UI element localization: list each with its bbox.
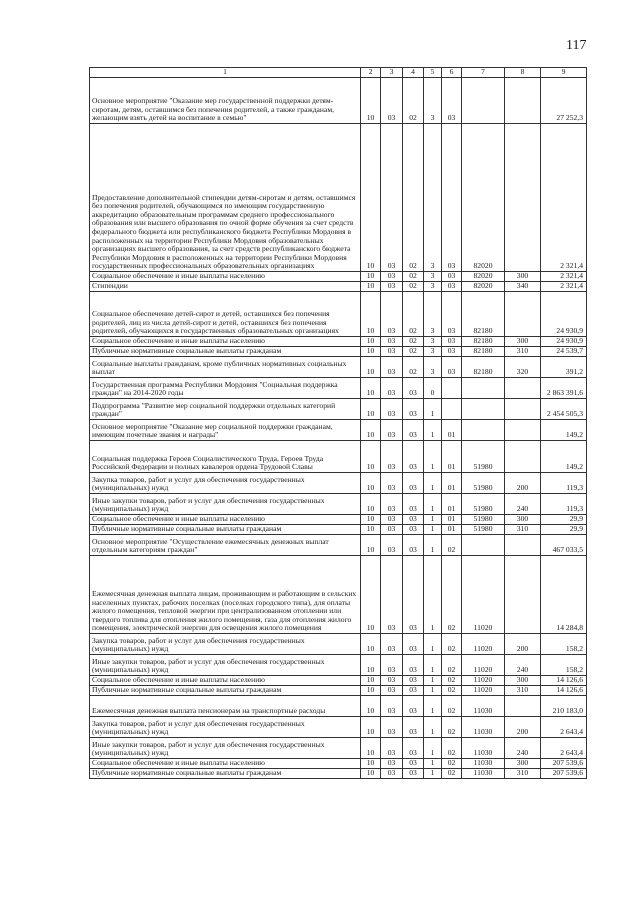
direction-code-cell <box>462 399 505 420</box>
table-row <box>90 525 587 535</box>
row-name-cell: Публичные нормативные социальные выплаты гражданам <box>90 525 361 535</box>
subprogram-code-cell: 1 <box>424 420 442 441</box>
amount-cell: 2 643,4 <box>541 717 587 738</box>
row-name-cell: Публичные нормативные социальные выплаты гражданам <box>90 769 361 779</box>
program-code-cell: 02 <box>403 272 424 282</box>
measure-code-cell <box>442 399 462 420</box>
measure-code-cell: 03 <box>442 282 462 292</box>
direction-code-cell: 82180 <box>462 337 505 347</box>
expense-type-cell: 300 <box>505 337 541 347</box>
measure-code-cell: 02 <box>442 738 462 759</box>
amount-cell: 24 539,7 <box>541 347 587 357</box>
section-code-cell: 10 <box>361 686 381 696</box>
program-code-cell: 03 <box>403 738 424 759</box>
section-code-cell: 10 <box>361 473 381 494</box>
amount-cell: 24 930,9 <box>541 337 587 347</box>
subsection-code-cell: 03 <box>381 441 403 473</box>
table-row <box>90 717 587 738</box>
expense-type-cell <box>505 441 541 473</box>
subsection-code-cell: 03 <box>381 378 403 399</box>
direction-code-cell: 82020 <box>462 282 505 292</box>
subsection-code-cell: 03 <box>381 759 403 769</box>
subprogram-code-cell: 1 <box>424 759 442 769</box>
program-code-cell: 03 <box>403 676 424 686</box>
expense-type-cell: 200 <box>505 717 541 738</box>
measure-code-cell: 03 <box>442 337 462 347</box>
section-code-cell: 10 <box>361 420 381 441</box>
subprogram-code-cell: 1 <box>424 769 442 779</box>
direction-code-cell: 82180 <box>462 357 505 378</box>
subprogram-code-cell: 3 <box>424 292 442 337</box>
program-code-cell: 03 <box>403 717 424 738</box>
subprogram-code-cell: 3 <box>424 347 442 357</box>
direction-code-cell: 11030 <box>462 769 505 779</box>
subprogram-code-cell: 1 <box>424 717 442 738</box>
program-code-cell: 03 <box>403 473 424 494</box>
expense-type-cell: 240 <box>505 655 541 676</box>
section-code-cell: 10 <box>361 357 381 378</box>
column-header: 6 <box>442 68 462 78</box>
subprogram-code-cell: 1 <box>424 738 442 759</box>
amount-cell: 2 321,4 <box>541 272 587 282</box>
subsection-code-cell: 03 <box>381 515 403 525</box>
amount-cell: 2 643,4 <box>541 738 587 759</box>
expense-type-cell <box>505 556 541 634</box>
column-header: 4 <box>403 68 424 78</box>
section-code-cell: 10 <box>361 347 381 357</box>
direction-code-cell <box>462 535 505 556</box>
amount-cell: 24 930,9 <box>541 292 587 337</box>
subsection-code-cell: 03 <box>381 420 403 441</box>
expense-type-cell: 320 <box>505 357 541 378</box>
row-name-cell: Подпрограмма "Развитие мер социальной поддержки отдельных категорий граждан" <box>90 399 361 420</box>
row-name-cell: Закупка товаров, работ и услуг для обеспечения государственных (муниципальных) нужд <box>90 473 361 494</box>
subprogram-code-cell: 1 <box>424 655 442 676</box>
row-name-cell: Ежемесячная денежная выплата пенсионерам на транспортные расходы <box>90 696 361 717</box>
expense-type-cell: 300 <box>505 676 541 686</box>
page-number: 117 <box>566 38 587 53</box>
row-name-cell: Стипендии <box>90 282 361 292</box>
measure-code-cell: 03 <box>442 124 462 272</box>
table-row <box>90 556 587 634</box>
row-name-cell: Государственная программа Республики Мордовия "Социальная поддержка граждан" на 2014-2020 годы <box>90 378 361 399</box>
row-name-cell: Закупка товаров, работ и услуг для обеспечения государственных (муниципальных) нужд <box>90 717 361 738</box>
direction-code-cell <box>462 78 505 124</box>
table-row <box>90 282 587 292</box>
table-row <box>90 535 587 556</box>
row-name-cell: Ежемесячная денежная выплата лицам, проживающим и работающим в сельских населенных пунктах, рабочих поселках (поселках городского типа), для оплаты жилого помещения, тепловой энергии при централизованном отоплении или твердого топлива для отопления жилого помещения, газа для отопления жилого помещения, электрической энергии для освещения жилого помещения <box>90 556 361 634</box>
program-code-cell: 03 <box>403 759 424 769</box>
table-row <box>90 696 587 717</box>
subprogram-code-cell: 3 <box>424 357 442 378</box>
subprogram-code-cell: 1 <box>424 473 442 494</box>
amount-cell: 158,2 <box>541 655 587 676</box>
program-code-cell: 03 <box>403 535 424 556</box>
row-name-cell: Основное мероприятие "Оказание мер государственной поддержки детям-сиротам, детям, оставшимся без попечения родителей, а также гражданам, желающим взять детей на воспитание в семью" <box>90 78 361 124</box>
section-code-cell: 10 <box>361 272 381 282</box>
amount-cell: 14 126,6 <box>541 676 587 686</box>
program-code-cell: 03 <box>403 525 424 535</box>
measure-code-cell: 02 <box>442 717 462 738</box>
direction-code-cell: 51980 <box>462 441 505 473</box>
section-code-cell: 10 <box>361 676 381 686</box>
column-header: 7 <box>462 68 505 78</box>
row-name-cell: Иные закупки товаров, работ и услуг для обеспечения государственных (муниципальных) нужд <box>90 655 361 676</box>
measure-code-cell: 02 <box>442 769 462 779</box>
row-name-cell: Социальное обеспечение и иные выплаты населению <box>90 676 361 686</box>
row-name-cell: Социальная поддержка Героев Социалистического Труда, Героев Труда Российской Федерации и полных кавалеров ордена Трудовой Славы <box>90 441 361 473</box>
program-code-cell: 03 <box>403 515 424 525</box>
row-name-cell: Основное мероприятие "Оказание мер социальной поддержки гражданам, имеющим почетные звания и награды" <box>90 420 361 441</box>
measure-code-cell: 02 <box>442 655 462 676</box>
amount-cell: 27 252,3 <box>541 78 587 124</box>
table-row <box>90 420 587 441</box>
subsection-code-cell: 03 <box>381 717 403 738</box>
subprogram-code-cell: 3 <box>424 78 442 124</box>
row-name-cell: Социальные выплаты гражданам, кроме публичных нормативных социальных выплат <box>90 357 361 378</box>
direction-code-cell: 11020 <box>462 655 505 676</box>
expense-type-cell: 200 <box>505 634 541 655</box>
subsection-code-cell: 03 <box>381 738 403 759</box>
amount-cell: 14 284,8 <box>541 556 587 634</box>
subsection-code-cell: 03 <box>381 272 403 282</box>
expense-type-cell: 300 <box>505 759 541 769</box>
table-row <box>90 124 587 272</box>
measure-code-cell: 03 <box>442 78 462 124</box>
measure-code-cell: 01 <box>442 473 462 494</box>
table-row <box>90 357 587 378</box>
expense-type-cell: 340 <box>505 282 541 292</box>
direction-code-cell: 11030 <box>462 738 505 759</box>
subsection-code-cell: 03 <box>381 347 403 357</box>
subsection-code-cell: 03 <box>381 292 403 337</box>
measure-code-cell: 01 <box>442 494 462 515</box>
program-code-cell: 02 <box>403 124 424 272</box>
amount-cell: 207 539,6 <box>541 759 587 769</box>
row-name-cell: Иные закупки товаров, работ и услуг для обеспечения государственных (муниципальных) нужд <box>90 494 361 515</box>
table-row <box>90 769 587 779</box>
table-row <box>90 494 587 515</box>
row-name-cell: Социальное обеспечение и иные выплаты населению <box>90 272 361 282</box>
subprogram-code-cell: 1 <box>424 686 442 696</box>
subsection-code-cell: 03 <box>381 634 403 655</box>
amount-cell: 29,9 <box>541 515 587 525</box>
amount-cell: 119,3 <box>541 473 587 494</box>
program-code-cell: 03 <box>403 634 424 655</box>
expense-type-cell <box>505 696 541 717</box>
table-row <box>90 634 587 655</box>
program-code-cell: 03 <box>403 494 424 515</box>
row-name-cell: Иные закупки товаров, работ и услуг для обеспечения государственных (муниципальных) нужд <box>90 738 361 759</box>
direction-code-cell: 82020 <box>462 124 505 272</box>
direction-code-cell: 51980 <box>462 515 505 525</box>
section-code-cell: 10 <box>361 696 381 717</box>
program-code-cell: 02 <box>403 337 424 347</box>
expense-type-cell: 310 <box>505 686 541 696</box>
row-name-cell: Публичные нормативные социальные выплаты гражданам <box>90 686 361 696</box>
program-code-cell: 03 <box>403 556 424 634</box>
subprogram-code-cell: 1 <box>424 525 442 535</box>
direction-code-cell: 11030 <box>462 696 505 717</box>
subsection-code-cell: 03 <box>381 556 403 634</box>
subprogram-code-cell: 1 <box>424 441 442 473</box>
expense-type-cell <box>505 378 541 399</box>
subsection-code-cell: 03 <box>381 282 403 292</box>
row-name-cell: Социальное обеспечение детей-сирот и детей, оставшихся без попечения родителей, лиц из числа детей-сирот и детей, оставшихся без попечения родителей, обучающихся в государственных образовательных организациях <box>90 292 361 337</box>
expense-type-cell: 310 <box>505 525 541 535</box>
subsection-code-cell: 03 <box>381 78 403 124</box>
program-code-cell: 03 <box>403 655 424 676</box>
amount-cell: 29,9 <box>541 525 587 535</box>
expense-type-cell <box>505 78 541 124</box>
subsection-code-cell: 03 <box>381 399 403 420</box>
section-code-cell: 10 <box>361 769 381 779</box>
measure-code-cell <box>442 378 462 399</box>
direction-code-cell: 82020 <box>462 272 505 282</box>
expense-type-cell: 300 <box>505 515 541 525</box>
subprogram-code-cell: 1 <box>424 535 442 556</box>
section-code-cell: 10 <box>361 738 381 759</box>
direction-code-cell: 11020 <box>462 686 505 696</box>
expense-type-cell: 300 <box>505 272 541 282</box>
column-header: 1 <box>90 68 361 78</box>
section-code-cell: 10 <box>361 655 381 676</box>
section-code-cell: 10 <box>361 515 381 525</box>
direction-code-cell: 82180 <box>462 347 505 357</box>
subsection-code-cell: 03 <box>381 337 403 347</box>
expense-type-cell <box>505 292 541 337</box>
direction-code-cell: 51980 <box>462 525 505 535</box>
table-row <box>90 399 587 420</box>
subsection-code-cell: 03 <box>381 686 403 696</box>
amount-cell: 391,2 <box>541 357 587 378</box>
direction-code-cell: 11030 <box>462 717 505 738</box>
measure-code-cell: 02 <box>442 535 462 556</box>
table-row <box>90 738 587 759</box>
amount-cell: 158,2 <box>541 634 587 655</box>
amount-cell: 2 321,4 <box>541 282 587 292</box>
measure-code-cell: 02 <box>442 686 462 696</box>
section-code-cell: 10 <box>361 441 381 473</box>
subsection-code-cell: 03 <box>381 769 403 779</box>
table-row <box>90 759 587 769</box>
row-name-cell: Предоставление дополнительной стипендии детям-сиротам и детям, оставшимся без попечения родителей, обучающимся по имеющим государственную аккредитацию образовательным программам среднего профессионального образования или высшего образования по очной форме обучения за счет средств федерального бюджета или республиканского бюджета Республики Мордовия в расположенных на территории Республики Мордовия образовательных организациях высшего образования, за счет средств республиканского бюджета Республики Мордовия в расположенных на территории Республики Мордовия государственных профессиональных образовательных организациях <box>90 124 361 272</box>
measure-code-cell: 01 <box>442 515 462 525</box>
row-name-cell: Социальное обеспечение и иные выплаты населению <box>90 759 361 769</box>
expense-type-cell: 310 <box>505 769 541 779</box>
program-code-cell: 03 <box>403 441 424 473</box>
program-code-cell: 02 <box>403 292 424 337</box>
table-row <box>90 378 587 399</box>
section-code-cell: 10 <box>361 759 381 769</box>
table-row <box>90 441 587 473</box>
subprogram-code-cell: 0 <box>424 378 442 399</box>
subsection-code-cell: 03 <box>381 357 403 378</box>
row-name-cell: Закупка товаров, работ и услуг для обеспечения государственных (муниципальных) нужд <box>90 634 361 655</box>
table-row <box>90 515 587 525</box>
table-row <box>90 78 587 124</box>
subprogram-code-cell: 1 <box>424 634 442 655</box>
amount-cell: 467 033,5 <box>541 535 587 556</box>
subprogram-code-cell: 3 <box>424 337 442 347</box>
table-row <box>90 473 587 494</box>
expense-type-cell: 200 <box>505 473 541 494</box>
measure-code-cell: 02 <box>442 696 462 717</box>
table-row <box>90 337 587 347</box>
table-row <box>90 347 587 357</box>
direction-code-cell: 11020 <box>462 634 505 655</box>
direction-code-cell: 51980 <box>462 473 505 494</box>
program-code-cell: 02 <box>403 347 424 357</box>
amount-cell: 119,3 <box>541 494 587 515</box>
measure-code-cell: 01 <box>442 525 462 535</box>
program-code-cell: 02 <box>403 282 424 292</box>
amount-cell: 2 454 505,3 <box>541 399 587 420</box>
measure-code-cell: 03 <box>442 357 462 378</box>
section-code-cell: 10 <box>361 282 381 292</box>
section-code-cell: 10 <box>361 634 381 655</box>
section-code-cell: 10 <box>361 399 381 420</box>
expense-type-cell <box>505 535 541 556</box>
amount-cell: 2 863 391,6 <box>541 378 587 399</box>
subsection-code-cell: 03 <box>381 696 403 717</box>
subsection-code-cell: 03 <box>381 124 403 272</box>
direction-code-cell <box>462 378 505 399</box>
amount-cell: 2 321,4 <box>541 124 587 272</box>
direction-code-cell <box>462 420 505 441</box>
program-code-cell: 03 <box>403 769 424 779</box>
subprogram-code-cell: 1 <box>424 399 442 420</box>
amount-cell: 14 126,6 <box>541 686 587 696</box>
column-header: 9 <box>541 68 587 78</box>
program-code-cell: 03 <box>403 686 424 696</box>
program-code-cell: 03 <box>403 420 424 441</box>
section-code-cell: 10 <box>361 292 381 337</box>
row-name-cell: Публичные нормативные социальные выплаты гражданам <box>90 347 361 357</box>
table-row <box>90 272 587 282</box>
expense-type-cell <box>505 420 541 441</box>
direction-code-cell: 11020 <box>462 676 505 686</box>
column-header: 5 <box>424 68 442 78</box>
subprogram-code-cell: 1 <box>424 556 442 634</box>
table-row <box>90 676 587 686</box>
measure-code-cell: 03 <box>442 272 462 282</box>
subprogram-code-cell: 3 <box>424 272 442 282</box>
row-name-cell: Социальное обеспечение и иные выплаты населению <box>90 515 361 525</box>
measure-code-cell: 02 <box>442 634 462 655</box>
section-code-cell: 10 <box>361 494 381 515</box>
expense-type-cell: 240 <box>505 738 541 759</box>
column-header: 3 <box>381 68 403 78</box>
section-code-cell: 10 <box>361 378 381 399</box>
amount-cell: 149,2 <box>541 441 587 473</box>
table-row <box>90 655 587 676</box>
measure-code-cell: 02 <box>442 759 462 769</box>
section-code-cell: 10 <box>361 556 381 634</box>
direction-code-cell: 11030 <box>462 759 505 769</box>
column-header: 8 <box>505 68 541 78</box>
section-code-cell: 10 <box>361 525 381 535</box>
subprogram-code-cell: 1 <box>424 515 442 525</box>
program-code-cell: 03 <box>403 399 424 420</box>
measure-code-cell: 01 <box>442 420 462 441</box>
section-code-cell: 10 <box>361 535 381 556</box>
subprogram-code-cell: 1 <box>424 494 442 515</box>
subsection-code-cell: 03 <box>381 473 403 494</box>
section-code-cell: 10 <box>361 717 381 738</box>
subprogram-code-cell: 3 <box>424 124 442 272</box>
subsection-code-cell: 03 <box>381 655 403 676</box>
subsection-code-cell: 03 <box>381 535 403 556</box>
measure-code-cell: 03 <box>442 292 462 337</box>
subprogram-code-cell: 1 <box>424 676 442 686</box>
budget-table <box>89 67 587 779</box>
direction-code-cell: 11020 <box>462 556 505 634</box>
section-code-cell: 10 <box>361 78 381 124</box>
expense-type-cell <box>505 399 541 420</box>
measure-code-cell: 02 <box>442 556 462 634</box>
expense-type-cell: 240 <box>505 494 541 515</box>
table-header-row <box>90 68 587 78</box>
subsection-code-cell: 03 <box>381 676 403 686</box>
direction-code-cell: 51980 <box>462 494 505 515</box>
program-code-cell: 03 <box>403 696 424 717</box>
direction-code-cell: 82180 <box>462 292 505 337</box>
expense-type-cell: 310 <box>505 347 541 357</box>
section-code-cell: 10 <box>361 124 381 272</box>
row-name-cell: Основное мероприятие "Осуществление ежемесячных денежных выплат отдельным категориям граждан" <box>90 535 361 556</box>
measure-code-cell: 01 <box>442 441 462 473</box>
row-name-cell: Социальное обеспечение и иные выплаты населению <box>90 337 361 347</box>
subprogram-code-cell: 1 <box>424 696 442 717</box>
subsection-code-cell: 03 <box>381 494 403 515</box>
measure-code-cell: 03 <box>442 347 462 357</box>
amount-cell: 207 539,6 <box>541 769 587 779</box>
program-code-cell: 02 <box>403 78 424 124</box>
program-code-cell: 03 <box>403 378 424 399</box>
amount-cell: 149,2 <box>541 420 587 441</box>
expense-type-cell <box>505 124 541 272</box>
table-row <box>90 686 587 696</box>
subprogram-code-cell: 3 <box>424 282 442 292</box>
measure-code-cell: 02 <box>442 676 462 686</box>
column-header: 2 <box>361 68 381 78</box>
program-code-cell: 02 <box>403 357 424 378</box>
table-row <box>90 292 587 337</box>
section-code-cell: 10 <box>361 337 381 347</box>
subsection-code-cell: 03 <box>381 525 403 535</box>
amount-cell: 210 183,0 <box>541 696 587 717</box>
